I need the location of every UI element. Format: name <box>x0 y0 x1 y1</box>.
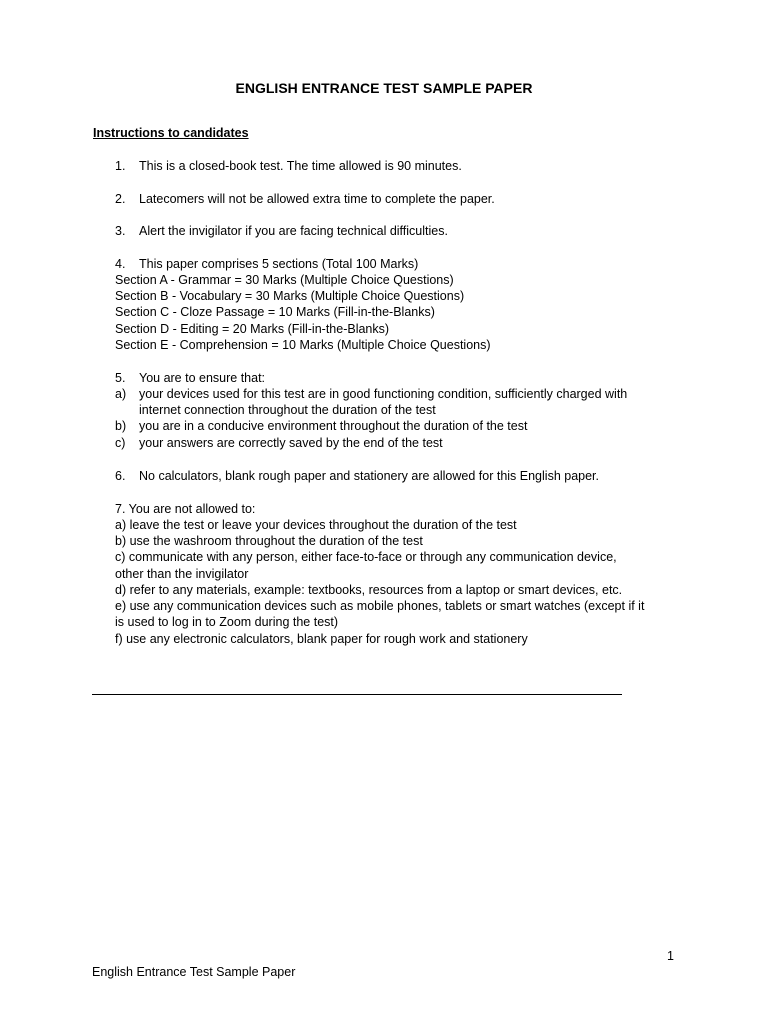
section-line: Section A - Grammar = 30 Marks (Multiple Choice Questions) <box>115 273 454 287</box>
sub-item-text-continued: internet connection throughout the duration of the test <box>139 403 436 417</box>
item-text: This paper comprises 5 sections (Total 100 Marks) <box>139 257 419 271</box>
item-text: This is a closed-book test. The time allowed is 90 minutes. <box>139 159 462 173</box>
sub-item-label: a) <box>115 387 127 401</box>
item7-line: e) use any communication devices such as mobile phones, tablets or smart watches (except if it <box>115 599 645 613</box>
sub-item-label: c) <box>115 436 126 450</box>
sub-item-text: you are in a conducive environment throughout the duration of the test <box>139 419 528 433</box>
item7-line: is used to log in to Zoom during the test) <box>115 615 339 629</box>
item7-line: other than the invigilator <box>115 567 249 581</box>
item7-line: b) use the washroom throughout the duration of the test <box>115 534 423 548</box>
page-number: 1 <box>667 949 674 963</box>
item-number: 6. <box>115 469 126 483</box>
item-text: No calculators, blank rough paper and stationery are allowed for this English paper. <box>139 469 599 483</box>
item7-line: c) communicate with any person, either face-to-face or through any communication device, <box>115 550 617 564</box>
item7-line: f) use any electronic calculators, blank paper for rough work and stationery <box>115 632 528 646</box>
item-number: 3. <box>115 224 126 238</box>
item7-line: d) refer to any materials, example: textbooks, resources from a laptop or smart devices, etc. <box>115 583 623 597</box>
item-heading: 7. You are not allowed to: <box>115 502 256 516</box>
section-line: Section C - Cloze Passage = 10 Marks (Fill-in-the-Blanks) <box>115 305 435 319</box>
sub-item-text: your answers are correctly saved by the end of the test <box>139 436 443 450</box>
sub-item-text: your devices used for this test are in good functioning condition, sufficiently charged with <box>139 387 628 401</box>
document-title: ENGLISH ENTRANCE TEST SAMPLE PAPER <box>235 80 533 96</box>
item-number: 2. <box>115 192 126 206</box>
section-line: Section D - Editing = 20 Marks (Fill-in-the-Blanks) <box>115 322 390 336</box>
item7-line: a) leave the test or leave your devices throughout the duration of the test <box>115 518 517 532</box>
horizontal-rule <box>92 694 622 695</box>
item-number: 5. <box>115 371 126 385</box>
item-text: Alert the invigilator if you are facing technical difficulties. <box>139 224 448 238</box>
section-line: Section E - Comprehension = 10 Marks (Multiple Choice Questions) <box>115 338 491 352</box>
item-text: You are to ensure that: <box>139 371 266 385</box>
section-line: Section B - Vocabulary = 30 Marks (Multiple Choice Questions) <box>115 289 465 303</box>
page-footer: English Entrance Test Sample Paper <box>92 965 296 979</box>
item-text: Latecomers will not be allowed extra time to complete the paper. <box>139 192 495 206</box>
instructions-heading: Instructions to candidates <box>93 126 249 140</box>
item-number: 1. <box>115 159 126 173</box>
item-number: 4. <box>115 257 126 271</box>
sub-item-label: b) <box>115 419 127 433</box>
